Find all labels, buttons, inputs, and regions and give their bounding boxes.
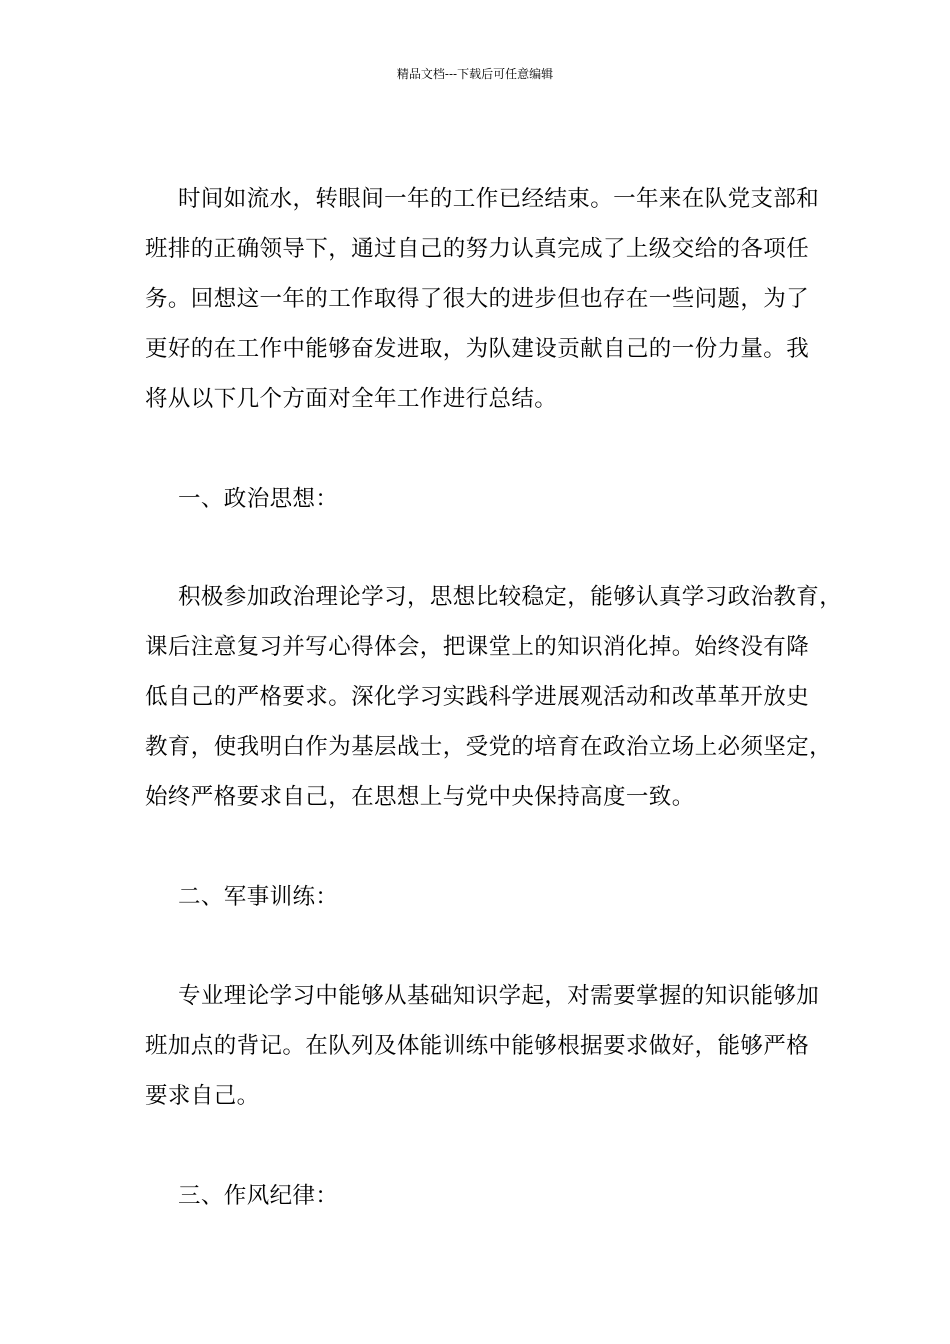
politics-paragraph	[145, 572, 843, 822]
text-line: 始终严格要求自己，在思想上与党中央保持高度一致。	[145, 784, 695, 810]
text-line: 积极参加政治理论学习，思想比较稳定，能够认真学习政治教育，	[178, 584, 843, 610]
text-line: 教育，使我明白作为基层战士，受党的培育在政治立场上必须坚定，	[145, 734, 833, 760]
text-line: 班加点的背记。在队列及体能训练中能够根据要求做好，能够严格	[145, 1033, 810, 1059]
training-paragraph	[145, 971, 820, 1121]
text-line: 更好的在工作中能够奋发进取，为队建设贡献自己的一份力量。我	[145, 336, 810, 362]
text-line: 时间如流水，转眼间一年的工作已经结束。一年来在队党支部和	[178, 186, 820, 212]
section-heading-discipline: 三、作风纪律：	[178, 1183, 339, 1209]
intro-paragraph	[145, 174, 820, 424]
text-line: 将从以下几个方面对全年工作进行总结。	[145, 386, 558, 412]
page-header: 精品文档---下载后可任意编辑	[396, 67, 554, 81]
text-line: 课后注意复习并写心得体会，把课堂上的知识消化掉。始终没有降	[145, 634, 810, 660]
section-heading-politics: 一、政治思想：	[178, 486, 339, 512]
text-line: 班排的正确领导下，通过自己的努力认真完成了上级交给的各项任	[145, 236, 810, 262]
section-heading-training: 二、军事训练：	[178, 884, 339, 910]
text-line: 专业理论学习中能够从基础知识学起，对需要掌握的知识能够加	[178, 983, 820, 1009]
text-line: 要求自己。	[145, 1083, 260, 1109]
text-line: 务。回想这一年的工作取得了很大的进步但也存在一些问题，为了	[145, 286, 810, 312]
text-line: 低自己的严格要求。深化学习实践科学进展观活动和改革革开放史	[145, 684, 810, 710]
